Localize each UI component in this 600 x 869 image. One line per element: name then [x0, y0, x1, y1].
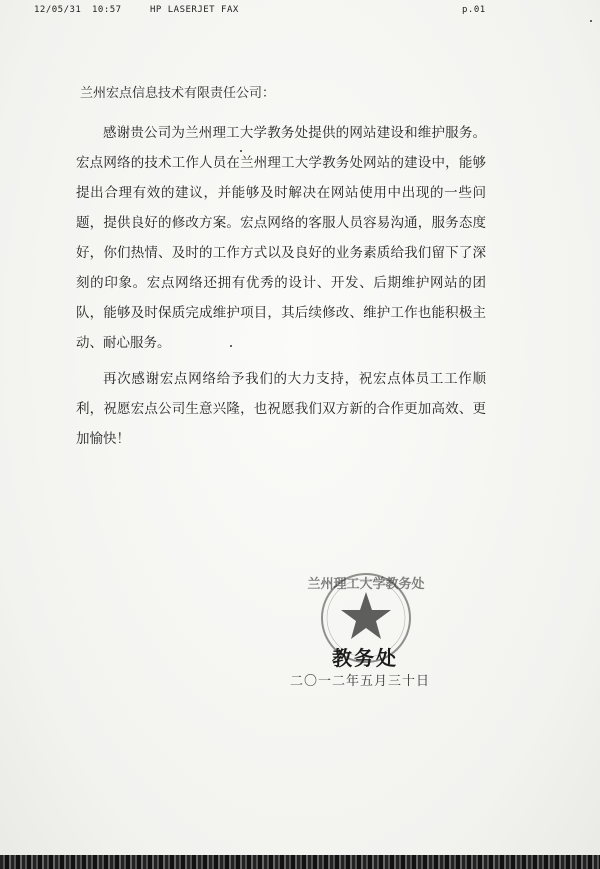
letter-paragraph-1: 感谢贵公司为兰州理工大学教务处提供的网站建设和维护服务。宏点网络的技术工作人员在兰州理工大学教务处网站的建设中，能够提出合理有效的建议，并能够及时解决在网站使用中出现的一些问题，提供良好的修改方案。宏点网络的客服人员容易沟通，服务态度好，你们热情、及时的工作方式以及良好的业务素质给我们留下了深刻的印象。宏点网络还拥有优秀的设计、开发、后期维护网站的团队，能够及时保质完成维护项目，其后续修改、维护工作也能积极主动、耐心服务。 — [76, 125, 486, 351]
letter-paragraph-2: 再次感谢宏点网络给予我们的大力支持，祝宏点体员工工作顺利，祝愿宏点公司生意兴隆，也祝愿我们双方新的合作更加高效、更加愉快！ — [76, 371, 486, 447]
fax-time: 10:57 — [92, 5, 122, 15]
signature-block — [280, 570, 460, 710]
seal-text: 兰州理工大学教务处 — [307, 577, 425, 592]
scan-speck — [230, 345, 232, 347]
seal-star-icon — [341, 592, 391, 639]
fax-header — [0, 2, 600, 18]
fax-scan-edge — [0, 855, 600, 869]
scan-speck — [240, 150, 242, 152]
signature-date: 二〇一二年五月三十日 — [290, 674, 431, 689]
letter-salutation: 兰州宏点信息技术有限责任公司： — [80, 86, 276, 101]
fax-device: HP LASERJET FAX — [150, 5, 239, 15]
fax-page-number: p.01 — [462, 5, 486, 15]
fax-date: 12/05/31 — [34, 5, 82, 15]
scan-speck — [590, 20, 592, 22]
signature-office: 教务处 — [332, 646, 398, 670]
